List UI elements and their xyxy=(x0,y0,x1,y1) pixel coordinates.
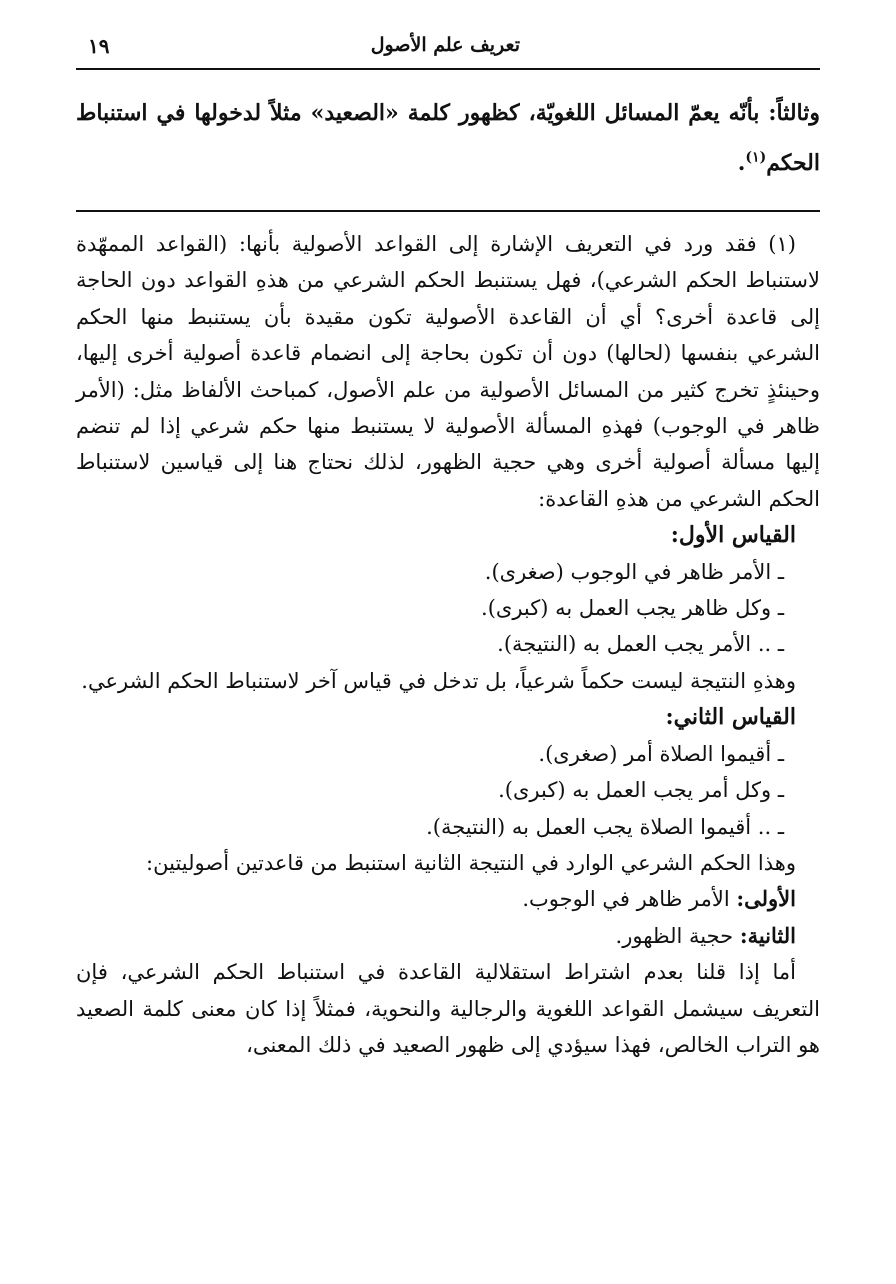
header-rule xyxy=(76,68,820,70)
syllogism-2-result: ـ .. أقيموا الصلاة يجب العمل به (النتيجة). xyxy=(426,814,784,839)
main-paragraph xyxy=(76,88,820,188)
footnote xyxy=(76,226,820,1063)
syllogism-1-heading: القياس الأول: xyxy=(670,522,796,549)
footnote-reference: (١) xyxy=(745,149,767,166)
syllogism-1-minor: ـ الأمر ظاهر في الوجوب (صغرى). xyxy=(484,559,784,584)
running-title: تعريف علم الأصول xyxy=(370,34,520,56)
first-rule xyxy=(76,881,820,917)
first-rule-label: الأولى: xyxy=(736,886,796,912)
main-text-end: . xyxy=(737,150,746,176)
syllogism-2-minor: ـ أقيموا الصلاة أمر (صغرى). xyxy=(538,741,784,766)
second-rule-label: الثانية: xyxy=(739,922,796,948)
footnote-rule xyxy=(76,210,820,212)
footnote-paragraph-4: أما إذا قلنا بعدم اشتراط استقلالية القاعدة في استنباط الحكم الشرعي، فإن التعريف سيشمل القواعد اللغوية والرجالية والنحوية، فمثلاً إذا كان معنى كلمة الصعيد هو التراب الخالص، فهذا سيؤدي إلى ظهور الصعيد في ذلك المعنى، xyxy=(76,960,820,1057)
footnote-paragraph-3: وهذا الحكم الشرعي الوارد في النتيجة الثانية استنبط من قاعدتين أصوليتين: xyxy=(146,850,796,875)
second-rule-text: حجية الظهور. xyxy=(615,923,740,948)
book-page xyxy=(76,28,820,1284)
footnote-paragraph-1: (١) فقد ورد في التعريف الإشارة إلى القواعد الأصولية بأنها: (القواعد الممهّدة لاستنباط الحكم الشرعي)، فهل يستنبط الحكم الشرعي من هذهِ القواعد دون الحاجة إلى قاعدة أخرى؟ أي أن القاعدة الأصولية تكون مقيدة بأن يستنبط منها الحكم الشرعي بنفسها (لحالها) دون أن تكون بحاجة إلى انضمام قاعدة أصولية أخرى إليها، وحينئذٍ تخرج كثير من المسائل الأصولية من علم الأصول، كمباحث الألفاظ مثل: (الأمر ظاهر في الوجوب) فهذهِ المسألة الأصولية لا يستنبط منها حكم شرعي إذا لم تنضم إليها مسألة أصولية أخرى وهي حجية الظهور، لذلك نحتاج هنا إلى قياسين لاستنباط الحكم الشرعي من هذهِ القاعدة: xyxy=(76,232,820,511)
second-rule xyxy=(76,918,820,954)
footnote-paragraph-2: وهذهِ النتيجة ليست حكماً شرعياً، بل تدخل في قياس آخر لاستنباط الحكم الشرعي. xyxy=(81,668,796,693)
main-text: وثالثاً: بأنّه يعمّ المسائل اللغويّة، كظهور كلمة «الصعيد» مثلاً لدخولها في استنباط الحكم xyxy=(76,100,820,176)
syllogism-2-heading: القياس الثاني: xyxy=(665,704,796,731)
page-header xyxy=(76,28,820,68)
syllogism-1-major: ـ وكل ظاهر يجب العمل به (كبرى). xyxy=(481,596,784,621)
page-number: ١٩ xyxy=(88,34,110,58)
syllogism-2-major: ـ وكل أمر يجب العمل به (كبرى). xyxy=(498,778,784,803)
first-rule-text: الأمر ظاهر في الوجوب. xyxy=(522,887,737,912)
syllogism-1-result: ـ .. الأمر يجب العمل به (النتيجة). xyxy=(497,632,784,657)
